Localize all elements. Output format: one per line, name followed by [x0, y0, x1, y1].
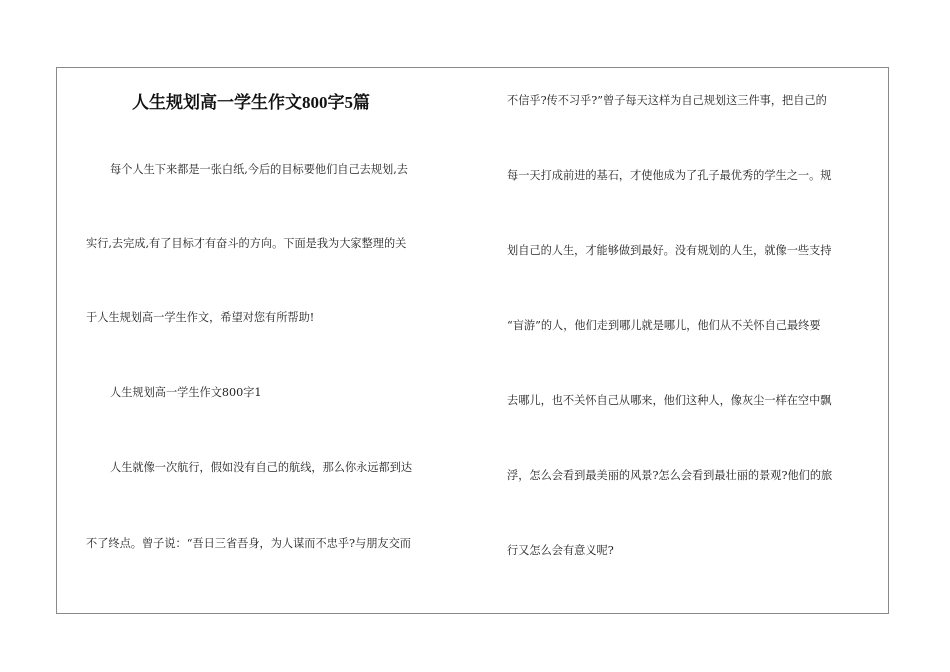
paragraph-line: “盲游”的人，他们走到哪儿就是哪儿，他们从不关怀自己最终要: [507, 319, 821, 332]
paragraph-line: 人生就像一次航行，假如没有自己的航线，那么你永远都到达: [110, 461, 413, 474]
document-title: 人生规划高一学生作文800字5篇: [132, 93, 370, 112]
paragraph-line: 不信乎?传不习乎?”曾子每天这样为自己规划这三件事，把自己的: [507, 94, 827, 107]
paragraph-line: 每一天打成前进的基石，才使他成为了孔子最优秀的学生之一。规: [507, 169, 832, 182]
paragraph-line: 去哪儿，也不关怀自己从哪来，他们这种人，像灰尘一样在空中飘: [507, 394, 832, 407]
paragraph-line: 浮，怎么会看到最美丽的风景?怎么会看到最壮丽的景观?他们的旅: [507, 469, 833, 482]
page-border: [56, 67, 889, 614]
paragraph-line: 实行,去完成,有了目标才有奋斗的方向。下面是我为大家整理的关: [86, 237, 407, 250]
paragraph-line: 行又怎么会有意义呢?: [507, 544, 614, 557]
paragraph-line: 不了终点。曾子说：“吾日三省吾身，为人谋而不忠乎?与朋友交而: [86, 537, 411, 550]
paragraph-line: 划自己的人生，才能够做到最好。没有规划的人生，就像一些支持: [507, 244, 832, 257]
paragraph-line: 于人生规划高一学生作文，希望对您有所帮助!: [86, 311, 315, 324]
paragraph-line: 每个人生下来都是一张白纸,今后的目标要他们自己去规划,去: [110, 163, 408, 176]
section-heading: 人生规划高一学生作文800字1: [110, 386, 262, 399]
